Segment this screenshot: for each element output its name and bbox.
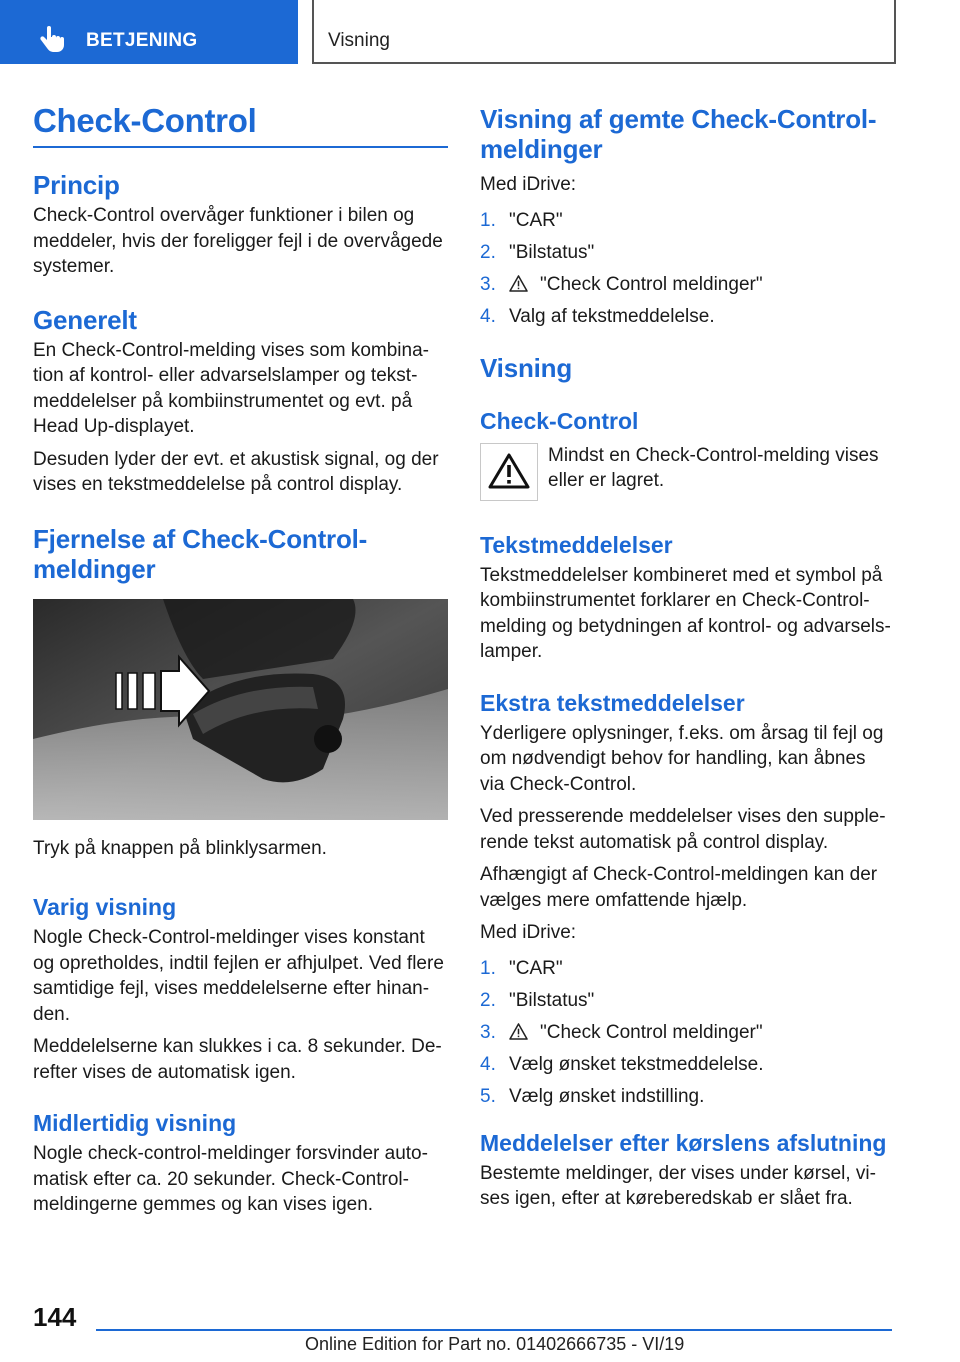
list-item: 2. "Bilstatus" xyxy=(480,989,595,1011)
intro-ekstra: Med iDrive: xyxy=(480,922,577,943)
cc-warning-block xyxy=(480,443,895,501)
page-number: 144 xyxy=(33,1302,77,1332)
warning-triangle-icon xyxy=(509,275,528,292)
list-item: 2. "Bilstatus" xyxy=(480,241,595,263)
text-ekstra-3: Afhængigt af Check-Control-meldingen kan der vælges mere omfattende hjælp. xyxy=(480,864,878,911)
heading-varig: Varig visning xyxy=(33,894,177,920)
section-label: BETJENING xyxy=(86,30,198,51)
list-item: 3. "Check Control meldinger" xyxy=(480,273,763,295)
warning-triangle-icon xyxy=(509,1023,528,1040)
warning-triangle-icon xyxy=(487,452,531,490)
steps-ekstra xyxy=(480,956,895,1109)
section-tab xyxy=(0,0,298,64)
heading-ekstra: Ekstra tekstmeddelelser xyxy=(480,689,745,716)
list-item: 1. "CAR" xyxy=(480,209,563,231)
text-princip: Check-Control overvåger funktioner i bilen og meddeler, hvis der foreligger fejl i de overvågede systemer. xyxy=(33,205,443,277)
edition-text: Online Edition for Part no. 01402666735 - VI/19 xyxy=(305,1334,685,1354)
heading-fjernelse: Fjernelse af Check-Control-meldinger xyxy=(33,523,368,584)
text-varig-1: Nogle Check-Control-meldinger vises konstant og opretholdes, indtil fejlen er afhjulpet. Ved flere samtidige fejl, vises meddelelserne efter hinanden. xyxy=(33,927,444,1025)
chapter-label: Visning xyxy=(328,30,390,51)
right-column xyxy=(480,104,895,1212)
left-column xyxy=(33,100,448,1218)
chapter-box xyxy=(312,0,896,64)
intro-gemte: Med iDrive: xyxy=(480,174,577,195)
hand-pointer-icon xyxy=(40,26,66,54)
heading-generelt: Generelt xyxy=(33,304,137,335)
heading-princip: Princip xyxy=(33,170,120,200)
text-ekstra-2: Ved presserende meddelelser vises den supplerende tekst automatisk på control display. xyxy=(480,806,886,853)
heading-tekst: Tekstmeddelelser xyxy=(480,531,673,558)
heading-visning-cc: Check-Control xyxy=(480,407,639,434)
text-efter: Bestemte meldinger, der vises under kørsel, vises igen, efter at køreberedskab er slået fra. xyxy=(480,1162,876,1209)
list-item: 1. "CAR" xyxy=(480,957,563,979)
caption-fjernelse: Tryk på knappen på blinklysarmen. xyxy=(33,837,327,859)
text-generelt-1: En Check-Control-melding vises som kombination af kontrol- eller advarselslamper og tekstmeddelelser på kombiinstrumentet og evt. på Head Up-displayet. xyxy=(33,339,429,437)
list-item: 3. "Check Control meldinger" xyxy=(480,1021,763,1043)
text-varig-2: Meddelelserne kan slukkes i ca. 8 sekunder. Derefter vises de automatisk igen. xyxy=(33,1036,442,1083)
heading-gemte: Visning af gemte Check-Control-meldinger xyxy=(480,104,877,164)
steps-gemte xyxy=(480,208,895,329)
page-title: Check-Control xyxy=(33,100,448,148)
list-item: 5. Vælg ønsket indstilling. xyxy=(480,1085,705,1107)
turn-signal-stalk-illustration xyxy=(33,599,448,820)
list-item: 4. Vælg ønsket tekstmeddelelse. xyxy=(480,1053,764,1075)
heading-efter: Meddelelser efter kørslens afslutning xyxy=(480,1129,887,1156)
text-tekst: Tekstmeddelelser kombineret med et symbol på kombiinstrumentet forklarer en Check-Control-melding og betydningen af kontrol- og advarselslamper. xyxy=(480,564,891,662)
warning-symbol-box xyxy=(480,443,538,501)
text-midlertidig: Nogle check-control-meldinger forsvinder automatisk efter ca. 20 sekunder. Check-Control-meldingerne gemmes og kan vises igen. xyxy=(33,1143,428,1215)
text-visning-cc: Mindst en Check-Control-melding vises eller er lagret. xyxy=(548,444,879,491)
list-item: 4. Valg af tekstmeddelelse. xyxy=(480,305,715,327)
heading-visning: Visning xyxy=(480,352,573,383)
heading-midlertidig: Midlertidig visning xyxy=(33,1110,237,1136)
text-ekstra-1: Yderligere oplysninger, f.eks. om årsag til fejl og om nødvendigt behov for handling, kan åbnes via Check-Control. xyxy=(480,722,884,795)
text-generelt-2: Desuden lyder der evt. et akustisk signal, og der vises en tekstmeddelelse på control display. xyxy=(33,448,439,495)
footer-rule xyxy=(96,1329,892,1331)
